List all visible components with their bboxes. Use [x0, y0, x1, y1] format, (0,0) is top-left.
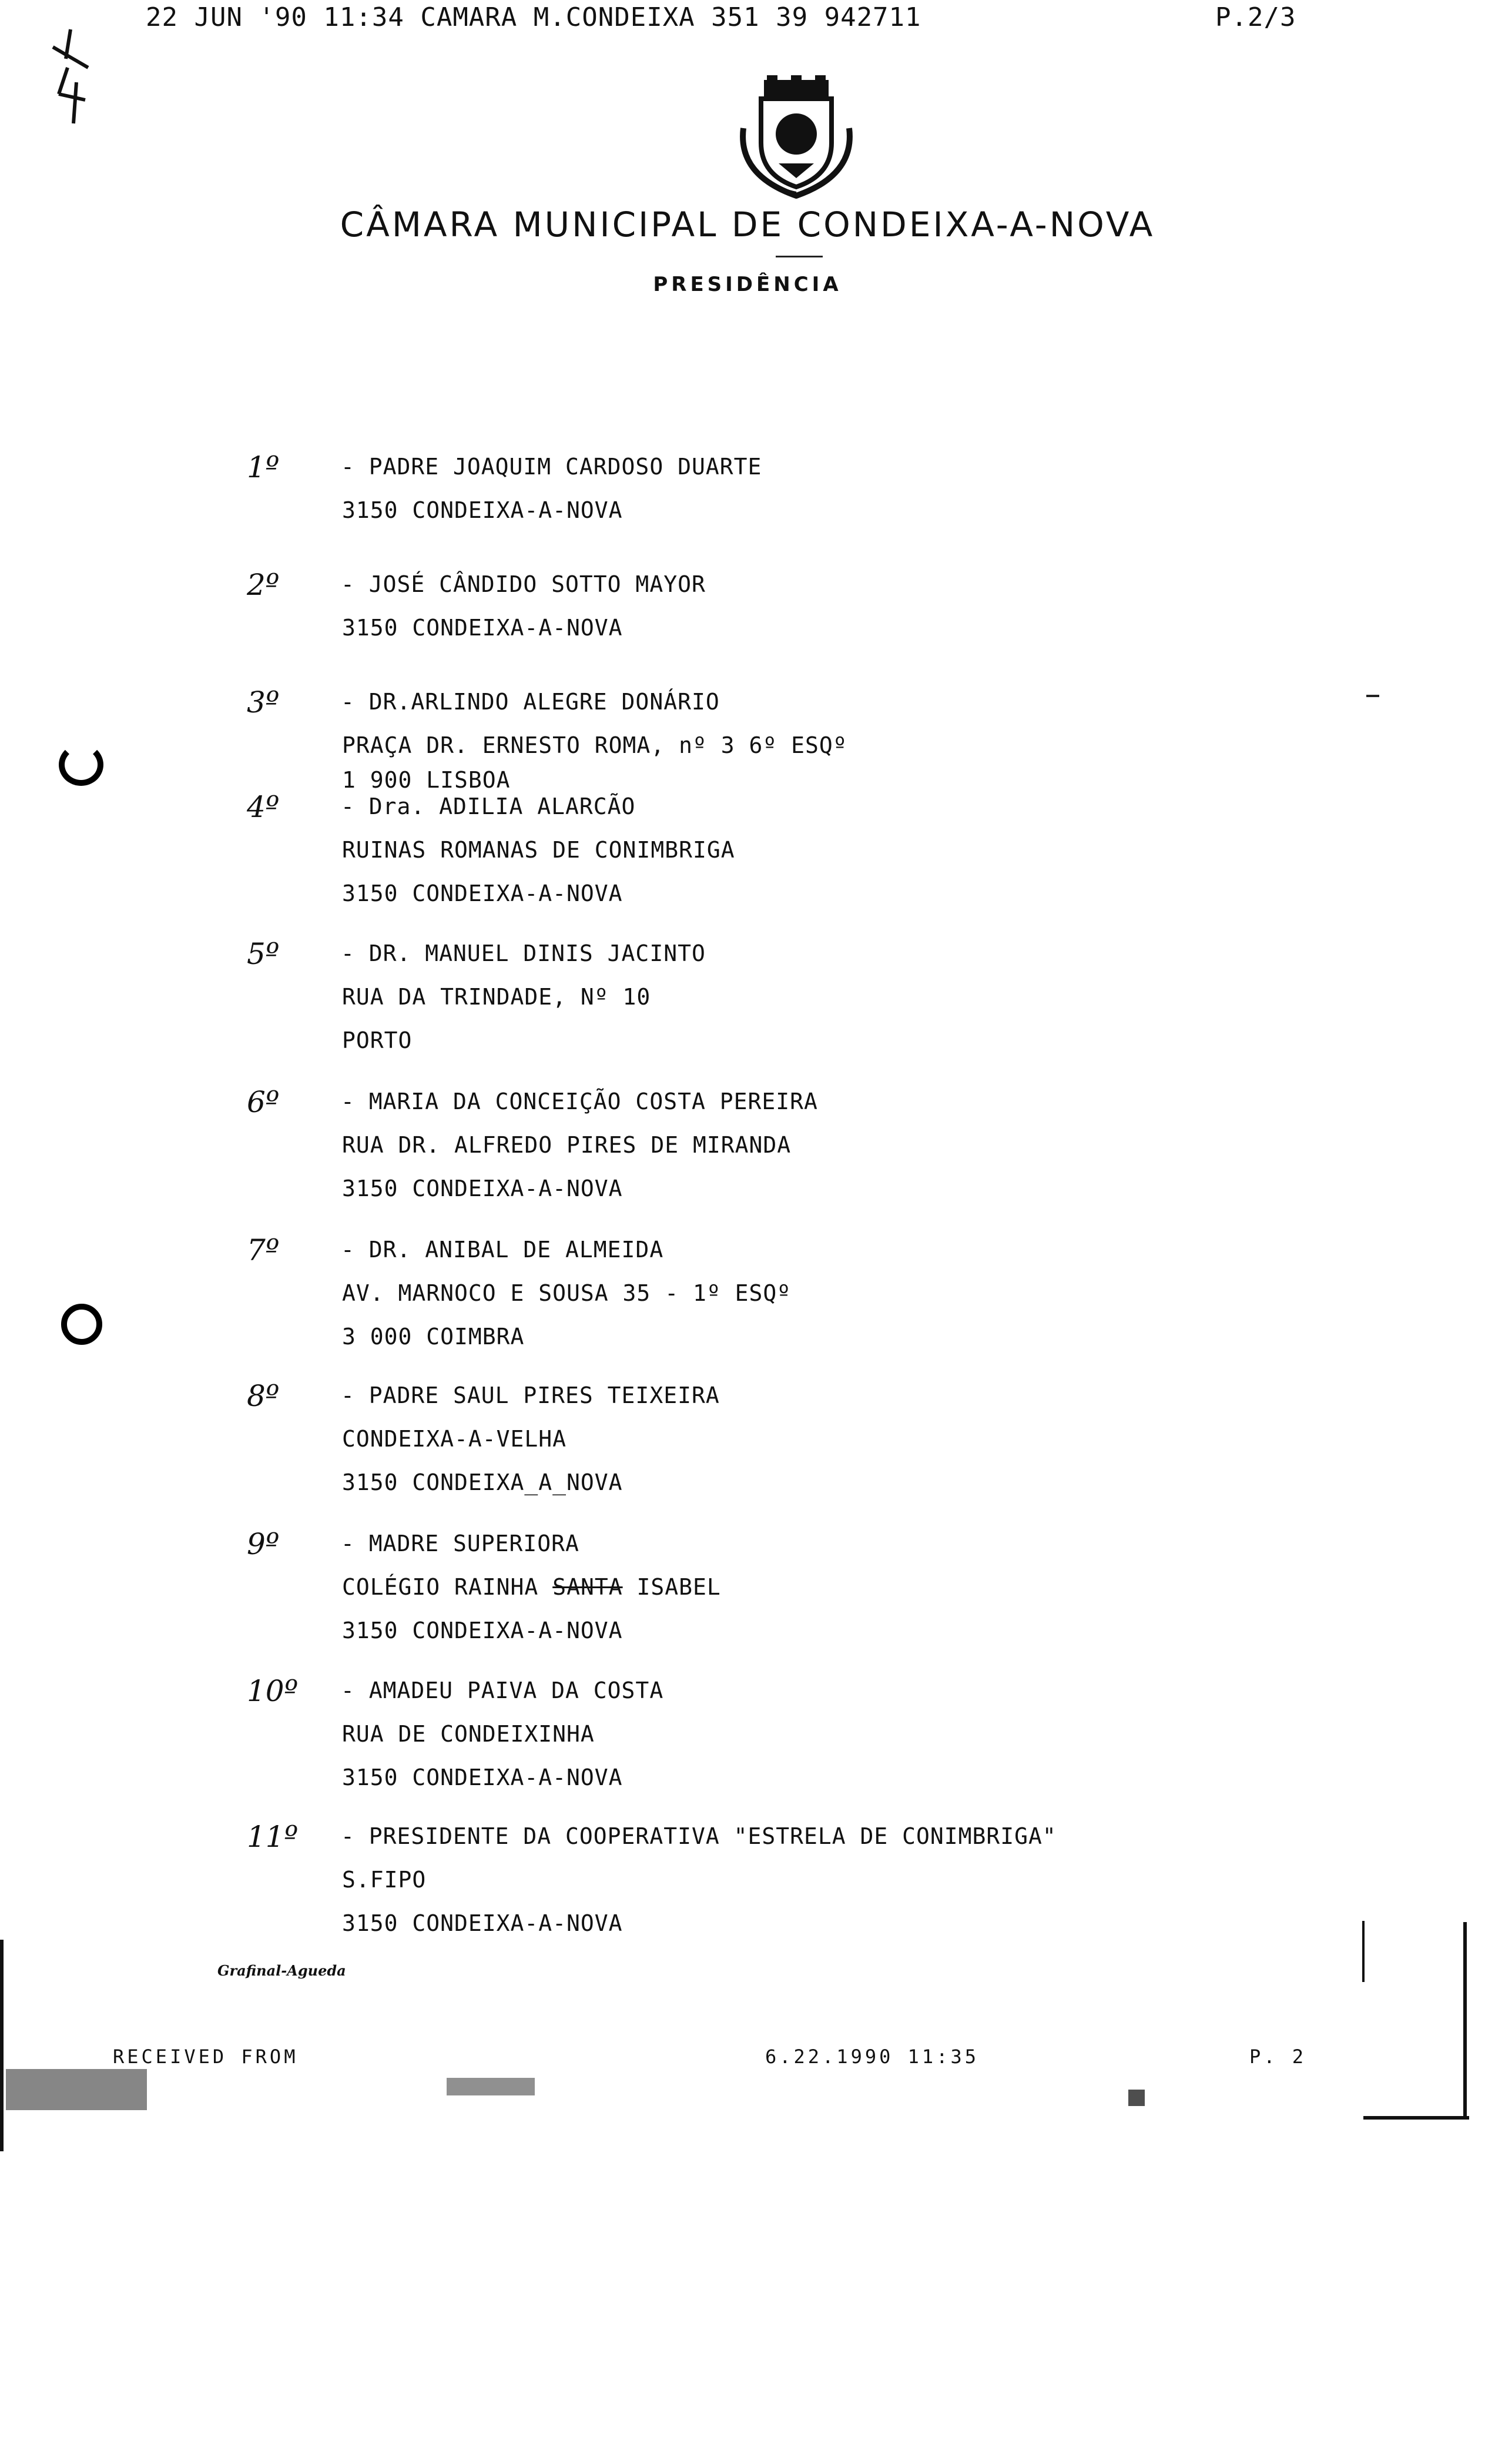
overtyped-correction: SANTA — [552, 1574, 623, 1600]
fax-page-number: P.2/3 — [1215, 2, 1296, 32]
entry-name: - JOSÉ CÂNDIDO SOTTO MAYOR — [341, 571, 706, 597]
letterhead-subtitle: PRESIDÊNCIA — [653, 273, 842, 296]
entry-address: PRAÇA DR. ERNESTO ROMA, nº 3 6º ESQº — [342, 732, 847, 758]
entry-number: 3º — [247, 685, 280, 719]
footer-datetime: 6.22.1990 11:35 — [765, 2045, 979, 2068]
entry-name: - MARIA DA CONCEIÇÃO COSTA PEREIRA — [341, 1089, 818, 1114]
entry-number: 7º — [247, 1233, 280, 1267]
entry-name: - DR. MANUEL DINIS JACINTO — [341, 940, 706, 966]
entry-address: AV. MARNOCO E SOUSA 35 - 1º ESQº — [342, 1280, 792, 1306]
scan-noise — [6, 2069, 147, 2110]
printer-mark: Grafinal-Agueda — [217, 1962, 346, 1979]
entry-address: 3150 CONDEIXA-A-NOVA — [342, 497, 623, 523]
entry-city: 3150 CONDEIXA-A-NOVA — [342, 1618, 623, 1643]
scan-right-edge — [1463, 1922, 1467, 2116]
title-divider — [776, 256, 823, 257]
entry-name: - AMADEU PAIVA DA COSTA — [341, 1678, 664, 1703]
punch-hole — [59, 744, 103, 786]
entry-number: 10º — [247, 1674, 299, 1708]
letterhead-title: CÂMARA MUNICIPAL DE CONDEIXA-A-NOVA — [340, 205, 1155, 245]
entry-address — [342, 1574, 721, 1600]
entry-city: 1 900 LISBOA — [342, 767, 511, 793]
entry-number: 1º — [247, 450, 280, 484]
entry-address: 3150 CONDEIXA-A-NOVA — [342, 615, 623, 641]
entry-city: 3150 CONDEIXA-A-NOVA — [342, 1765, 623, 1790]
entry-number: 8º — [247, 1379, 280, 1413]
entry-address: S.FIPO — [342, 1867, 427, 1893]
entry-address: RUA DR. ALFREDO PIRES DE MIRANDA — [342, 1132, 792, 1158]
municipal-crest-icon — [732, 75, 861, 199]
entry-number: 2º — [247, 568, 280, 602]
scan-artifact-scribble — [35, 24, 106, 129]
footer-page: P. 2 — [1249, 2045, 1307, 2068]
entry-city: 3150 CONDEIXA_A_NOVA — [342, 1469, 623, 1495]
entry-city: 3150 CONDEIXA-A-NOVA — [342, 881, 623, 906]
entry-city: PORTO — [342, 1027, 413, 1053]
entry-city: 3150 CONDEIXA-A-NOVA — [342, 1910, 623, 1936]
entry-number: 11º — [247, 1820, 299, 1854]
scan-mark — [1362, 1921, 1365, 1982]
scan-speck — [1366, 695, 1379, 697]
scan-bottom-edge — [1363, 2116, 1469, 2120]
scan-left-edge — [0, 1940, 4, 2151]
scan-noise — [447, 2078, 535, 2095]
entry-address: CONDEIXA-A-VELHA — [342, 1426, 567, 1452]
punch-hole — [61, 1304, 102, 1345]
entry-address: RUA DA TRINDADE, Nº 10 — [342, 984, 651, 1010]
entry-number: 5º — [247, 937, 280, 971]
entry-name: - PADRE JOAQUIM CARDOSO DUARTE — [341, 454, 762, 480]
entry-address-part: COLÉGIO RAINHA — [342, 1574, 539, 1600]
entry-name: - MADRE SUPERIORA — [341, 1531, 579, 1556]
fax-header-info: 22 JUN '90 11:34 CAMARA M.CONDEIXA 351 39 942711 — [146, 2, 921, 32]
entry-name: - Dra. ADILIA ALARCÃO — [341, 794, 636, 819]
entry-address-part: ISABEL — [636, 1574, 721, 1600]
overtyped-word — [552, 1574, 622, 1600]
entry-city: 3150 CONDEIXA-A-NOVA — [342, 1176, 623, 1201]
fax-header — [146, 2, 1321, 38]
entry-name: - PRESIDENTE DA COOPERATIVA "ESTRELA DE CONIMBRIGA" — [341, 1823, 1057, 1849]
entry-name: - DR. ANIBAL DE ALMEIDA — [341, 1237, 664, 1263]
footer-received: RECEIVED FROM — [113, 2045, 299, 2068]
scan-noise — [1128, 2090, 1145, 2106]
entry-number: 4º — [247, 790, 280, 824]
entry-address: RUINAS ROMANAS DE CONIMBRIGA — [342, 837, 735, 863]
entry-name: - DR.ARLINDO ALEGRE DONÁRIO — [341, 689, 720, 715]
entry-address: RUA DE CONDEIXINHA — [342, 1721, 595, 1747]
entry-name: - PADRE SAUL PIRES TEIXEIRA — [341, 1382, 720, 1408]
entry-city: 3 000 COIMBRA — [342, 1324, 525, 1350]
entry-number: 6º — [247, 1085, 280, 1119]
entry-number: 9º — [247, 1527, 280, 1561]
